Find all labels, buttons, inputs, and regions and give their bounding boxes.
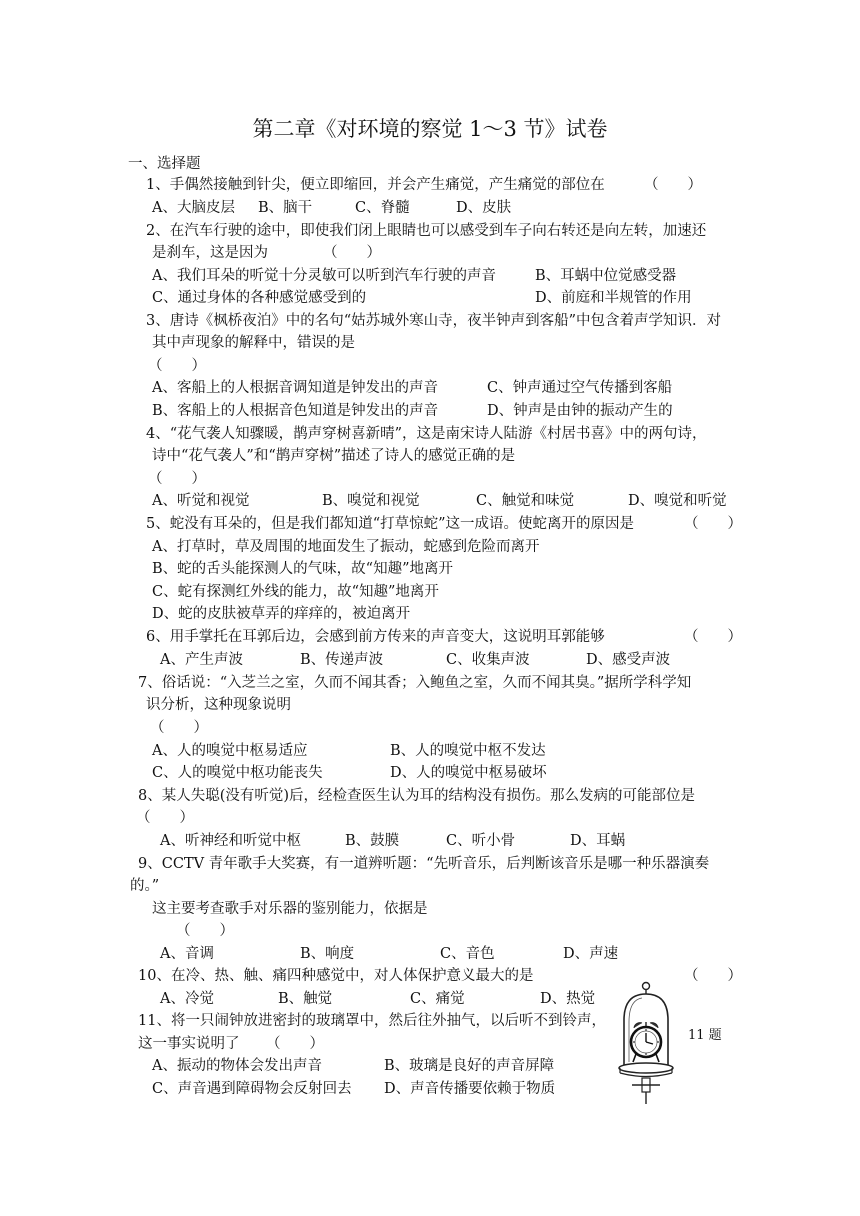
q8-paren: （ ）: [136, 810, 194, 826]
q9-stem-line1: 9、CCTV 青年歌手大奖赛，有一道辨听题：“先听音乐，后判断该音乐是哪一种乐器演奏: [138, 856, 710, 872]
q10-option-a: A、冷觉: [160, 991, 214, 1007]
q2-option-d: D、前庭和半规管的作用: [535, 290, 692, 306]
q8-option-a: A、听神经和听觉中枢: [160, 833, 301, 849]
q3-option-a: A、客船上的人根据音调知道是钟发出的声音: [152, 380, 438, 396]
q8-stem: 8、某人失聪(没有听觉)后，经检查医生认为耳的结构没有损伤。那么发病的可能部位是: [138, 788, 696, 804]
q2-stem-line1: 2、在汽车行驶的途中，即使我们闭上眼睛也可以感受到车子向右转还是向左转，加速还: [146, 223, 707, 239]
q4-stem-line1: 4、“花气袭人知骤暖，鹊声穿树喜新晴”，这是南宋诗人陆游《村居书喜》中的两句诗，: [146, 426, 707, 442]
q6-option-c: C、收集声波: [446, 652, 530, 668]
q11-paren: （ ）: [266, 1036, 324, 1052]
q4-option-c: C、触觉和味觉: [476, 493, 575, 509]
q8-option-d: D、耳蜗: [570, 833, 626, 849]
q3-stem-line2: 其中声现象的解释中，错误的是: [152, 335, 355, 351]
q9-paren: （ ）: [176, 923, 234, 939]
q5-stem: 5、蛇没有耳朵的，但是我们都知道“打草惊蛇”这一成语。使蛇离开的原因是: [146, 516, 635, 532]
q9-option-a: A、音调: [160, 946, 214, 962]
q5-option-b: B、蛇的舌头能探测人的气味，故“知趣”地离开: [152, 561, 453, 577]
q10-option-c: C、痛觉: [410, 991, 465, 1007]
q6-option-b: B、传递声波: [300, 652, 384, 668]
q8-option-c: C、听小骨: [446, 833, 516, 849]
q10-option-d: D、热觉: [540, 991, 596, 1007]
q7-stem-line2: 识分析，这种现象说明: [146, 697, 291, 713]
q4-option-d: D、嗅觉和听觉: [628, 493, 727, 509]
q7-option-b: B、人的嗅觉中枢不发达: [390, 743, 546, 759]
q11-option-c: C、声音遇到障碍物会反射回去: [152, 1081, 352, 1097]
q10-stem: 10、在冷、热、触、痛四种感觉中，对人体保护意义最大的是: [138, 968, 534, 984]
q11-option-d: D、声音传播要依赖于物质: [384, 1081, 556, 1097]
q9-stem-line2: 的。”: [130, 878, 160, 894]
q2-stem-line2: 是刹车，这是因为: [152, 245, 268, 261]
q6-paren: （ ）: [684, 629, 742, 645]
q5-option-d: D、蛇的皮肤被草弄的痒痒的，被迫离开: [152, 606, 411, 622]
q6-option-a: A、产生声波: [160, 652, 243, 668]
q3-paren: （ ）: [148, 358, 206, 374]
q6-stem: 6、用手掌托在耳郭后边，会感到前方传来的声音变大，这说明耳郭能够: [146, 629, 605, 645]
q1-option-a: A、大脑皮层: [152, 200, 235, 216]
page-title: 第二章《对环境的察觉 1～3 节》试卷: [252, 117, 608, 141]
q7-option-a: A、人的嗅觉中枢易适应: [152, 743, 308, 759]
q1-option-b: B、脑干: [258, 200, 313, 216]
q3-option-b: B、客船上的人根据音色知道是钟发出的声音: [152, 403, 439, 419]
q9-option-c: C、音色: [440, 946, 495, 962]
q9-option-d: D、声速: [563, 946, 619, 962]
q2-option-b: B、耳蜗中位觉感受器: [535, 268, 677, 284]
q11-option-b: B、玻璃是良好的声音屏障: [384, 1058, 555, 1074]
q10-paren: （ ）: [684, 968, 742, 984]
q11-option-a: A、振动的物体会发出声音: [152, 1058, 322, 1074]
q8-option-b: B、鼓膜: [345, 833, 400, 849]
q1-stem: 1、手偶然接触到针尖，便立即缩回，并会产生痛觉，产生痛觉的部位在: [146, 177, 605, 193]
q9-stem-line3: 这主要考查歌手对乐器的鉴别能力，依据是: [152, 901, 428, 917]
q7-option-c: C、人的嗅觉中枢功能丧失: [152, 765, 323, 781]
q3-option-c: C、钟声通过空气传播到客船: [487, 380, 673, 396]
q10-option-b: B、触觉: [278, 991, 333, 1007]
q9-option-b: B、响度: [300, 946, 355, 962]
q2-option-a: A、我们耳朵的听觉十分灵敏可以听到汽车行驶的声音: [152, 268, 496, 284]
q2-paren: （ ）: [323, 245, 381, 261]
q5-option-a: A、打草时，草及周围的地面发生了振动，蛇感到危险而离开: [152, 539, 540, 555]
figure-label: 11 题: [688, 1028, 722, 1043]
section-heading: 一、选择题: [128, 156, 201, 172]
q11-stem-line1: 11、将一只闹钟放进密封的玻璃罩中，然后往外抽气，以后听不到铃声，: [138, 1013, 606, 1029]
q11-stem-line2: 这一事实说明了: [138, 1036, 240, 1052]
q5-option-c: C、蛇有探测红外线的能力，故“知趣”地离开: [152, 584, 439, 600]
q6-option-d: D、感受声波: [586, 652, 671, 668]
q3-option-d: D、钟声是由钟的振动产生的: [487, 403, 673, 419]
q7-stem-line1: 7、俗话说：“入芝兰之室，久而不闻其香；入鲍鱼之室，久而不闻其臭。”据所学科学知: [138, 675, 692, 691]
q4-option-a: A、听觉和视觉: [152, 493, 250, 509]
q7-option-d: D、人的嗅觉中枢易破坏: [390, 765, 547, 781]
q3-stem-line1: 3、唐诗《枫桥夜泊》中的名句“姑苏城外寒山寺，夜半钟声到客船”中包含着声学知识．对: [146, 313, 722, 329]
q7-paren: （ ）: [150, 720, 208, 736]
q4-stem-line2: 诗中“花气袭人”和“鹊声穿树”描述了诗人的感觉正确的是: [152, 448, 516, 464]
q1-option-c: C、脊髓: [355, 200, 410, 216]
q1-option-d: D、皮肤: [456, 200, 512, 216]
q5-paren: （ ）: [684, 516, 742, 532]
q1-paren: （ ）: [644, 177, 702, 193]
q4-paren: （ ）: [148, 471, 206, 487]
q4-option-b: B、嗅觉和视觉: [322, 493, 420, 509]
q2-option-c: C、通过身体的各种感觉感受到的: [152, 290, 367, 306]
bell-jar-figure: [612, 978, 722, 1108]
